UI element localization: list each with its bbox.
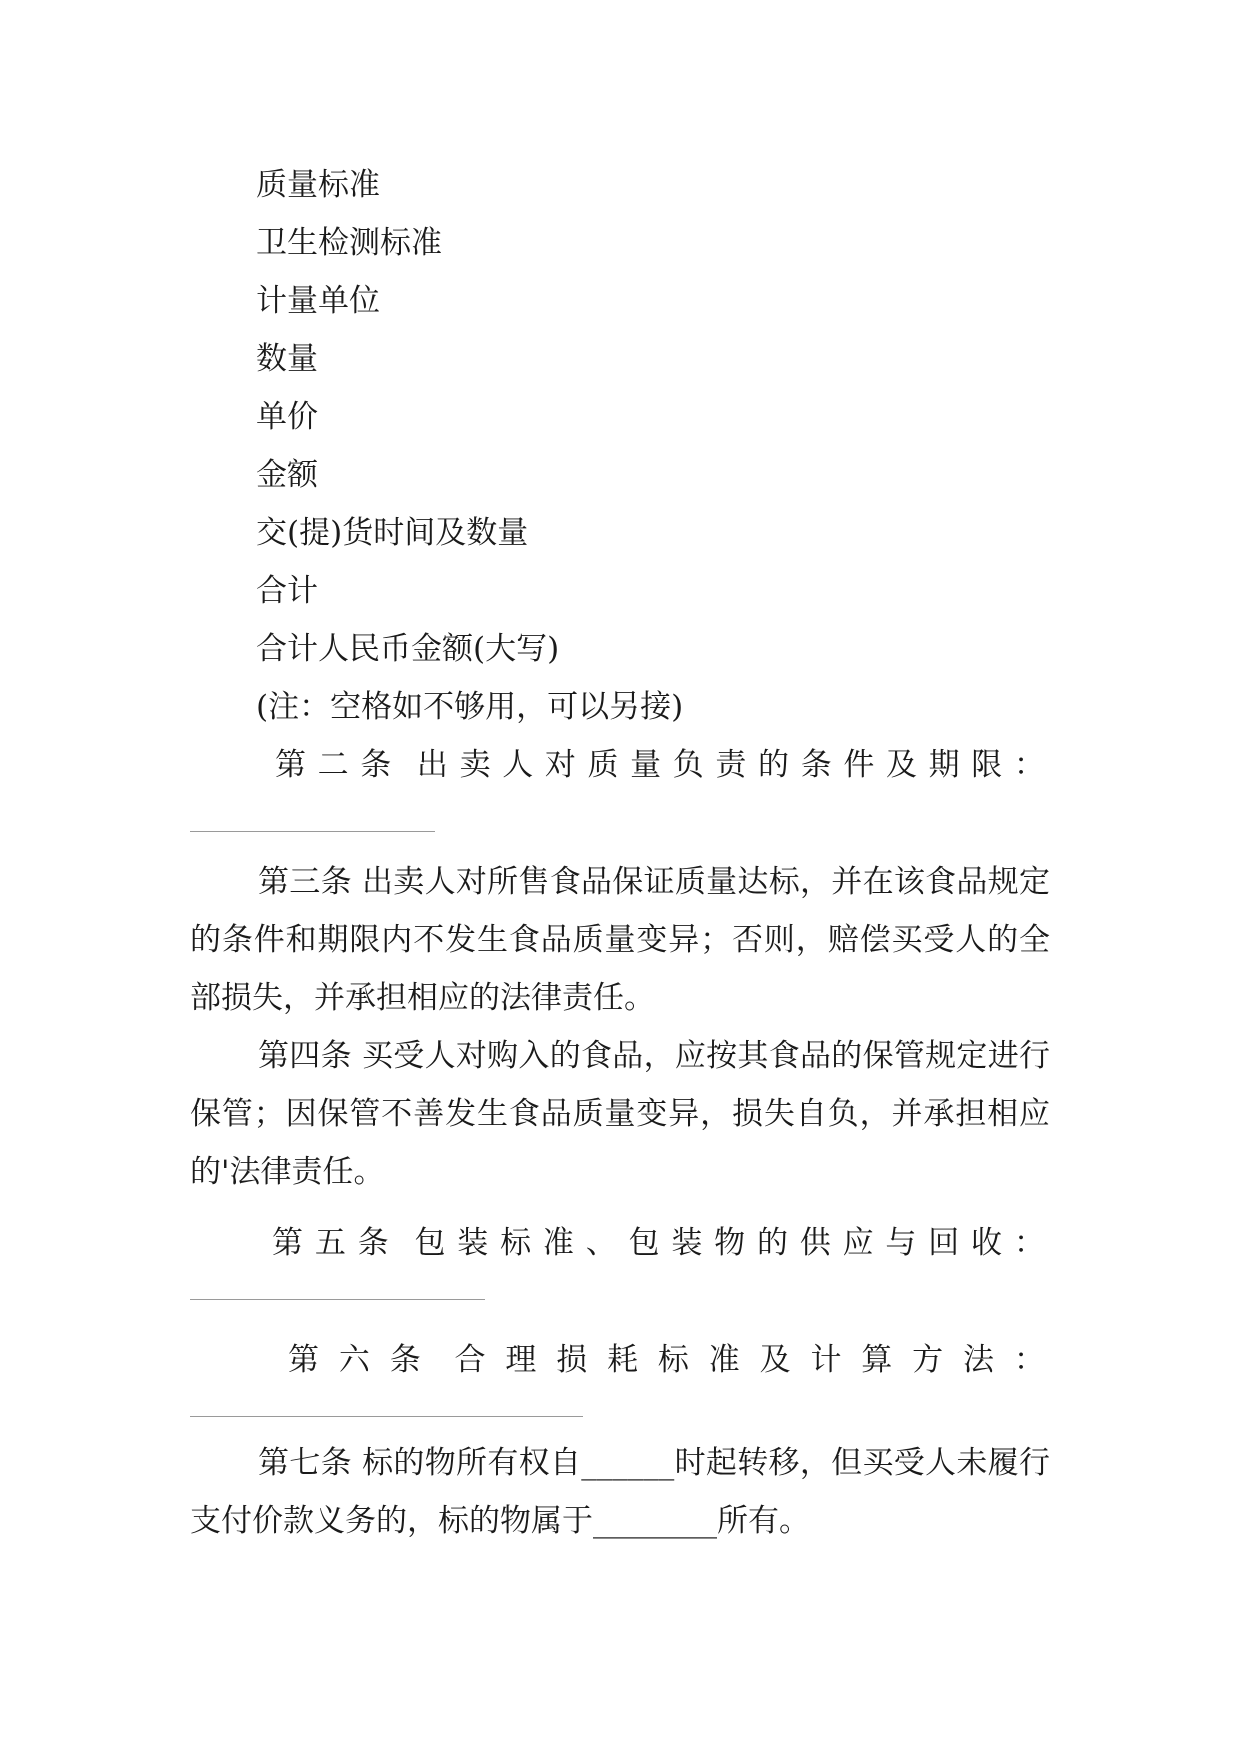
heading-char: 的 <box>758 747 790 783</box>
heading-char: ： <box>1013 1225 1045 1261</box>
heading-char: 损 <box>556 1342 588 1378</box>
heading-char: 与 <box>885 1225 917 1261</box>
heading-char: 期 <box>928 747 960 783</box>
heading-char: 第 <box>272 1225 303 1261</box>
list-item: 卫生检测标准 <box>256 225 442 261</box>
list-item: 数量 <box>256 341 318 377</box>
heading-char: 六 <box>338 1342 370 1378</box>
list-item: 合计 <box>256 573 318 609</box>
heading-char: 二 <box>317 747 349 783</box>
heading-char: 方 <box>912 1342 944 1378</box>
heading-char: 条 <box>360 747 392 783</box>
heading-char: 限 <box>971 747 1003 783</box>
heading-char: 包 <box>414 1225 446 1261</box>
list-item: 合计人民币金额(大写) <box>256 631 560 667</box>
heading-char: 量 <box>630 747 662 783</box>
list-item: 金额 <box>256 457 318 493</box>
heading-char: ： <box>1013 1342 1045 1378</box>
heading-char: 第 <box>275 747 306 783</box>
article-6-heading <box>288 1340 1045 1380</box>
heading-char: 合 <box>454 1342 486 1378</box>
heading-char: 物 <box>714 1225 746 1261</box>
heading-char: 计 <box>810 1342 842 1378</box>
list-item: 单价 <box>256 399 318 435</box>
heading-char: 五 <box>314 1225 346 1261</box>
heading-char: 质 <box>587 747 619 783</box>
list-item: 交(提)货时间及数量 <box>256 515 529 551</box>
heading-char: 标 <box>657 1342 689 1378</box>
article-2-heading <box>275 745 1045 785</box>
blank-underline <box>190 831 435 832</box>
heading-char: 出 <box>416 747 448 783</box>
heading-char: 准 <box>542 1225 574 1261</box>
note-line: (注：空格如不够用，可以另接) <box>256 689 684 725</box>
heading-char: 收 <box>971 1225 1002 1261</box>
heading-char: 准 <box>708 1342 740 1378</box>
article-3-paragraph: 第三条 出卖人对所售食品保证质量达标，并在该食品规定的条件和期限内不发生食品质量变异；否则，赔偿买受人的全部损失，并承担相应的法律责任。 <box>190 864 1050 1016</box>
heading-char: 条 <box>389 1342 421 1378</box>
heading-char: 耗 <box>607 1342 639 1378</box>
article-4-paragraph: 第四条 买受人对购入的食品，应按其食品的保管规定进行保管；因保管不善发生食品质量变异，损失自负，并承担相应的'法律责任。 <box>190 1038 1050 1190</box>
list-item: 计量单位 <box>256 283 380 319</box>
article-5-heading <box>272 1223 1045 1263</box>
heading-char: 装 <box>671 1225 703 1261</box>
heading-char: 法 <box>962 1342 994 1378</box>
heading-char: 负 <box>672 747 704 783</box>
blank-underline <box>190 1416 583 1417</box>
list-item: 质量标准 <box>256 167 380 203</box>
heading-char: 件 <box>843 747 875 783</box>
heading-char: 的 <box>756 1225 788 1261</box>
heading-char: 条 <box>357 1225 389 1261</box>
heading-char: 算 <box>861 1342 893 1378</box>
heading-char: 装 <box>457 1225 489 1261</box>
heading-char: 对 <box>544 747 576 783</box>
heading-char: 包 <box>628 1225 660 1261</box>
heading-char: 人 <box>502 747 534 783</box>
heading-char: 及 <box>885 747 917 783</box>
heading-char: 回 <box>928 1225 960 1261</box>
heading-char: ： <box>1013 747 1045 783</box>
article-7-paragraph: 第七条 标的物所有权自______时起转移，但买受人未履行支付价款义务的，标的物属于________所有。 <box>190 1445 1050 1539</box>
heading-char: 标 <box>500 1225 532 1261</box>
blank-underline <box>190 1299 485 1300</box>
heading-char: 卖 <box>459 747 491 783</box>
heading-char: 、 <box>585 1225 617 1261</box>
heading-char: 理 <box>505 1342 537 1378</box>
heading-char: 第 <box>288 1342 319 1378</box>
heading-char: 责 <box>715 747 747 783</box>
heading-char: 条 <box>800 747 832 783</box>
heading-char: 及 <box>759 1342 791 1378</box>
heading-char: 供 <box>799 1225 831 1261</box>
heading-char: 应 <box>842 1225 874 1261</box>
